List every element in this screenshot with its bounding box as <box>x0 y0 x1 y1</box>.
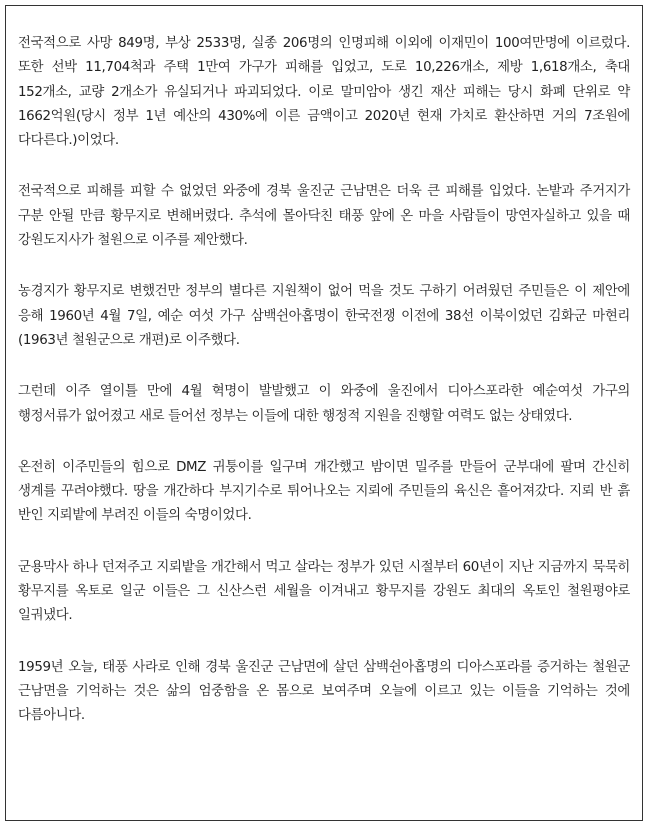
document-frame <box>5 5 643 821</box>
paragraph-remembrance: 1959년 오늘, 태풍 사라로 인해 경북 울진군 근남면에 살던 삼백쉰아홉명의 디아스포라를 증거하는 철원군 근남면을 기억하는 것은 삶의 엄중함을 온 몸으로 보여주며 오늘에 이르고 있는 이들을 기억하는 것에 다름아니다. <box>18 659 630 724</box>
paragraph-uljin-damage: 전국적으로 피해를 피할 수 없었던 와중에 경북 울진군 근남면은 더욱 큰 피해를 입었다. 논밭과 주거지가 구분 안될 만큼 황무지로 변해버렸다. 추석에 몰아닥친 태풍 앞에 온 마을 사람들이 망연자실하고 있을 때 강원도지사가 철원으로 이주를 제안했다. <box>18 184 630 249</box>
paragraph-relocation: 농경지가 황무지로 변했건만 정부의 별다른 지원책이 없어 먹을 것도 구하기 어려웠던 주민들은 이 제안에 응해 1960년 4월 7일, 예순 여섯 가구 삼백쉰아홉명이 한국전쟁 이전에 38선 이북이었던 김화군 마현리(1963년 철원군으로 개편)로 이주했다. <box>18 284 630 348</box>
document-body <box>18 32 630 756</box>
paragraph-april-revolution: 그런데 이주 열이틀 만에 4월 혁명이 발발했고 이 와중에 울진에서 디아스포라한 예순여섯 가구의 행정서류가 없어졌고 새로 들어선 정부는 이들에 대한 행정적 지원을 진행할 여력도 없는 상태였다. <box>18 384 630 424</box>
paragraph-casualties: 전국적으로 사망 849명, 부상 2533명, 실종 206명의 인명피해 이외에 이재민이 100여만명에 이르렀다. 또한 선박 11,704척과 주택 1만여 가구가 피해를 입었고, 도로 10,226개소, 제방 1,618개소, 축대 152개소, 교량 2개소가 유실되거나 파괴되었다. 이로 말미암아 생긴 재산 피해는 당시 화폐 단위로 약 1662억원(당시 정부 1년 예산의 430%에 이른 금액이고 2020년 현재 가치로 환산하면 거의 7조원에 다다른다.)이었다. <box>18 36 630 149</box>
paragraph-dmz-cultivation: 온전히 이주민들의 힘으로 DMZ 귀퉁이를 일구며 개간했고 밤이면 밀주를 만들어 군부대에 팔며 간신히 생계를 꾸려야했다. 땅을 개간하다 부지기수로 튀어나오는 지뢰에 주민들의 육신은 흩어져갔다. 지뢰 반 흙 반인 지뢰밭에 부려진 이들의 숙명이었다. <box>18 459 630 524</box>
paragraph-cheorwon-plain: 군용막사 하나 던져주고 지뢰밭을 개간해서 먹고 살라는 정부가 있던 시절부터 60년이 지난 지금까지 묵묵히 황무지를 옥토로 일군 이들은 그 신산스런 세월을 이겨내고 황무지를 강원도 최대의 옥토인 철원평야로 일궈냈다. <box>18 559 630 624</box>
